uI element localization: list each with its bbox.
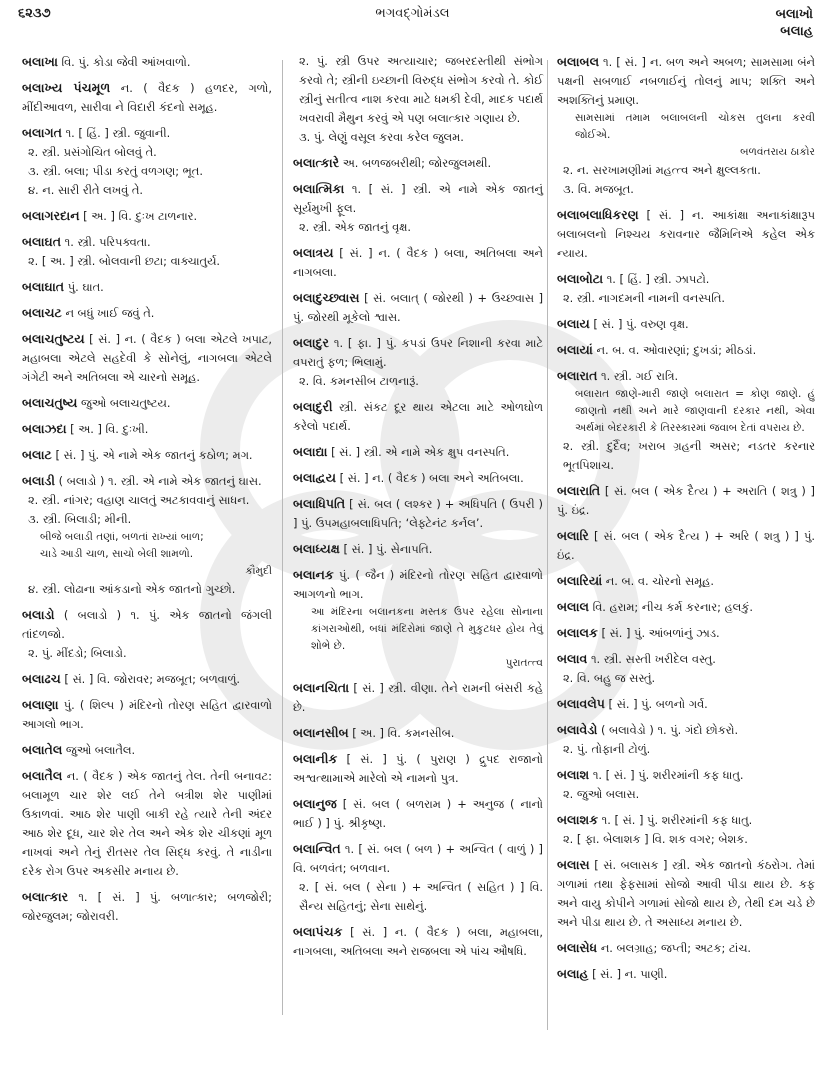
entry-main	[22, 123, 272, 143]
dictionary-entry	[22, 445, 272, 465]
entry-headword: બલાયાં	[557, 342, 593, 357]
entry-main	[557, 855, 815, 932]
entry-headword: બલાધિપતિ	[293, 496, 346, 511]
dictionary-entry	[557, 269, 815, 308]
entry-main	[293, 749, 543, 788]
entry-headword: બલાબલાધિકરણ	[557, 207, 639, 222]
dictionary-entry	[293, 749, 543, 788]
entry-main	[22, 766, 272, 881]
entry-headword: બલાટ	[22, 447, 52, 462]
entry-definition: [ અ. ] વિ. દુઃખી.	[70, 422, 149, 436]
entry-main	[557, 205, 815, 263]
entry-sense: ૨. ન. સરખામણીમાં મહત્ત્વ અને ક્ષુલ્લકતા.	[563, 163, 761, 177]
entry-definition: ૧. [ હિં. ] સ્ત્રી. જુવાની.	[65, 126, 171, 140]
entry-headword: બલાદ્યા	[293, 444, 328, 459]
entry-definition: [ સં. બલ ( એક દૈત્ય ) + અરિ ( શત્રુ ) ] પું. ઇંદ્ર.	[557, 529, 816, 562]
entry-headword: બલાન્વિત	[293, 841, 341, 856]
dictionary-entry	[22, 123, 272, 200]
entry-headword: બલાવલેપ	[557, 696, 605, 711]
entry-definition: [ સં. ] ન. ( વૈદક ) બલા, મહાબલા, નાગબલા, અતિબલા અને રાજબલા એ પાંચ ઔષધિ.	[293, 925, 543, 958]
entry-headword: બલાણા	[22, 697, 59, 712]
dictionary-entry	[557, 694, 815, 714]
entry-quotation: બીજે બલાડી તણાં, બળતાં રાખ્યાં બાળ;	[40, 531, 204, 543]
dictionary-entry	[293, 539, 543, 559]
entry-definition: [ સં. બલ ( એક દૈત્ય ) + અરાતિ ( શત્રુ ) ] પું. ઇંદ્ર.	[557, 484, 816, 517]
entry-headword: બલાનીક	[293, 751, 338, 766]
dictionary-entry	[557, 314, 815, 334]
entry-headword: બલાદુરી	[293, 399, 333, 414]
entry-definition: જુઓ બલાચતુષ્ટય.	[80, 396, 171, 410]
entry-sense: ૨. [ સં. બલ ( સેના ) + અન્વિત ( સહિત ) ] વિ. સૈન્ય સહિતનું; સેના સાથેનું.	[299, 880, 543, 913]
dictionary-entry	[22, 419, 272, 439]
dictionary-entry	[293, 243, 543, 282]
dictionary-entry	[22, 78, 272, 117]
entry-sense: ૨. પું. મીંદડો; બિલાડો.	[28, 646, 127, 660]
entry-definition: સ્ત્રી. સંકટ દૂર થાય એટલા માટે ઓળઘોળ કરેલો પદાર્થ.	[293, 400, 543, 433]
dictionary-entry	[557, 855, 815, 932]
entry-headword: બલાહ	[557, 966, 589, 981]
dictionary-entry	[22, 329, 272, 387]
dictionary-entry	[293, 565, 543, 672]
entry-sense: ૩. સ્ત્રી. બલા; પીડા કરતું વળગણ; ભૂત.	[28, 164, 203, 178]
entry-sense: ૨. સ્ત્રી. નાગદમની નામની વનસ્પતિ.	[563, 291, 726, 305]
entry-headword: બલારિયાં	[557, 573, 603, 588]
dictionary-entry	[557, 649, 815, 688]
dictionary-entry	[557, 765, 815, 804]
entry-sense: ૨. [ અ. ] સ્ત્રી. બોલવાની છટા; વાક્ચાતુર્ય.	[28, 254, 221, 268]
entry-definition: ન. બલગ્રાહ; જપ્તી; અટક; ટાંચ.	[600, 941, 752, 955]
entry-main	[22, 669, 272, 689]
entry-definition: [ અ. ] વિ. કમનસીબ.	[352, 726, 455, 740]
entry-main	[557, 269, 815, 289]
entry-headword: બલાવ	[557, 651, 588, 666]
entry-main	[557, 694, 815, 714]
dictionary-entry	[22, 669, 272, 689]
entry-sense: ૩. વિ. મજબૂત.	[563, 182, 634, 196]
entry-main	[293, 179, 543, 218]
entry-headword: બલાતેલ	[22, 742, 63, 757]
entry-definition: [ સં. ] પું. બળનો ગર્વ.	[608, 697, 708, 711]
entry-definition: [ સં. ] ન. ( વૈદક ) બલા એટલે ખપાટ, મહાબલા એટલે સહદેવી કે સોનેલું, નાગબલા એટલે ગંગેટી અને અતિબલા એ ચારનો સમૂહ.	[22, 332, 272, 384]
dictionary-entry	[557, 720, 815, 759]
entry-main	[293, 243, 543, 282]
entry-definition: ( બલાડો ) ૧. સ્ત્રી. એ નામે એક જાતનું ઘાસ.	[58, 474, 262, 488]
entry-definition: ૧. સ્ત્રી. સસ્તી ખરીદેલ વસ્તુ.	[590, 652, 716, 666]
dictionary-entry	[22, 277, 272, 297]
entry-main	[22, 277, 272, 297]
entry-definition: ન. ( વૈદક ) એક જાતનું તેલ. તેની બનાવટ: બલામૂળ ચાર શેર લઈ તેને બત્રીશ શેર પાણીમાં ઉકાળવાં. આઠ શેર પાણી બાકી રહે ત્યારે તેની અંદર આઠ શેર દૂધ, ચાર શેર તેલ અને એક શેર ચીકણાં મૂળ નાખવાં અને તેનું રીતસર તેલ સિદ્ધ કરવું. તે નાડીના દરેક રોગ ઉપર અકસીર મનાય છે.	[22, 769, 273, 878]
dictionary-entry	[557, 623, 815, 643]
entry-main	[293, 333, 543, 372]
entry-main	[22, 52, 272, 72]
entry-headword: બલાગરદાન	[22, 208, 80, 223]
quotation-source: પુરાતત્ત્વ	[505, 657, 543, 669]
entry-definition: ( બલાવેડો ) ૧. પું. ગંદો છોકરો.	[600, 723, 739, 737]
entry-definition: પું. ઘાત.	[67, 280, 104, 294]
entry-definition: [ સં. ] ન. ( વૈદક ) બલા, અતિબલા અને નાગબલા.	[293, 246, 544, 279]
dictionary-entry	[293, 678, 543, 717]
entry-headword: બલાડો	[22, 607, 55, 622]
entry-headword: બલાનસીબ	[293, 725, 349, 740]
entry-definition: ૧. સ્ત્રી. ગઈ રાત્રિ.	[601, 369, 679, 383]
dictionary-entry	[557, 340, 815, 360]
entry-definition: [ સં. ] પું. એ નામે એક જાતનું કઠોળ; મગ.	[55, 448, 253, 462]
entry-sense: ૨. જુઓ બલાસ.	[563, 787, 640, 801]
entry-main	[557, 526, 815, 565]
entry-main	[557, 623, 815, 643]
dictionary-entry	[293, 794, 543, 833]
entry-main	[22, 740, 272, 760]
entry-headword: બલાશક	[557, 812, 599, 827]
entry-headword: બલાત્કારે	[293, 155, 340, 170]
dictionary-entry	[22, 232, 272, 271]
entry-definition: ૧. [ હિં. ] સ્ત્રી. ઝાપટો.	[606, 272, 710, 286]
entry-definition: [ સં. બલાત્ ( જોરથી ) + ઉચ્છ્વાસ ] પું. જોરથી મૂકેલો શ્વાસ.	[293, 291, 544, 324]
dictionary-entry	[293, 494, 543, 533]
entry-headword: બલાઘાત	[22, 279, 65, 294]
entry-headword: બલાત્રય	[293, 245, 334, 260]
entry-headword: બલાસેધ	[557, 940, 598, 955]
entry-main	[22, 471, 272, 491]
entry-main	[557, 964, 815, 984]
entry-definition: ૧. [ સં. બલ ( બળ ) + અન્વિત ( વાળું ) ] વિ. બળવંત; બળવાન.	[293, 842, 544, 875]
entry-sense: ૨. પું. તોફાની ટોળું.	[563, 742, 651, 756]
entry-headword: બલાચતુષ્ટય	[22, 331, 85, 346]
entry-sense: ૨. સ્ત્રી. પ્રસંગોચિત બોલવું તે.	[28, 145, 157, 159]
entry-definition: ૧. [ સં. ] ન. બળ અને અબળ; સામસામા બંને પક્ષની સબળાઈ નબળાઈનું તોલનું માપ; શક્તિ અને અશક્તિનું પ્રમાણ.	[557, 55, 816, 107]
entry-definition: પું. ( જૈન ) મંદિરનો તોરણ સહિત દ્વારવાળો આગળનો ભાગ.	[293, 568, 543, 601]
entry-sense: ૩. પું. લેણું વસૂલ કરવા કરેલ જુલમ.	[299, 130, 464, 144]
dictionary-entry	[557, 964, 815, 984]
column-3	[557, 52, 815, 990]
entry-main	[557, 765, 815, 785]
page-header	[0, 0, 825, 52]
column-2	[293, 52, 543, 967]
entry-headword: બલાય	[557, 316, 590, 331]
entry-headword: બલાડી	[22, 473, 55, 488]
entry-definition: [ સં. ] પું. ( પુરાણ ) દ્રુપદ રાજાનો અશ્વત્થામાએ મારેલો એ નામનો પુત્ર.	[293, 752, 543, 785]
dictionary-entry	[557, 205, 815, 263]
entry-main	[22, 445, 272, 465]
entry-definition: ન. ( વૈદક ) હળદર, ગળો, મીંદીઆવળ, સારીવા ને વિદારી કંદનો સમૂહ.	[22, 81, 272, 114]
entry-quotation: ચાડે આડી ચાળ, સાચો બેલી શામળો.	[40, 548, 194, 560]
entry-headword: બલાગત	[22, 125, 62, 140]
entry-sense: ૪. ન. સારી રીતે લખવું તે.	[28, 183, 143, 197]
entry-main	[22, 393, 272, 413]
entry-main	[22, 78, 272, 117]
entry-headword: બલાબોટા	[557, 271, 604, 286]
entry-definition: ૧. [ ફા. ] પું. કપડાં ઉપર નિશાની કરવા માટે વપરાતું ફળ; ભિલામું.	[293, 336, 544, 369]
entry-definition: વિ. પું. કોડા જેવી આંખવાળો.	[61, 55, 191, 69]
entry-definition: ૨. પું. સ્ત્રી ઉપર અત્યાચાર; જબરદસ્તીથી સંભોગ કરવો તે; સ્ત્રીની ઇચ્છાની વિરુદ્ધ સંભોગ કરવો તે. કોઈ સ્ત્રીનું સતીત્વ નાશ કરવા માટે ધમકી દેવી, માદક પદાર્થ ખવરાવી મૈથુન કરવું એ પણ બલાત્કાર ગણાય છે.	[299, 54, 543, 125]
dictionary-entry	[557, 366, 815, 475]
entry-headword: બલાખા	[22, 54, 58, 69]
entry-sense: ૨. વિ. બહુ જ સસ્તું.	[563, 671, 656, 685]
dictionary-entry	[557, 526, 815, 565]
dictionary-entry	[22, 605, 272, 663]
entry-definition: [ સં. બલાસક ] સ્ત્રી. એક જાતનો કંઠરોગ. તેમાં ગળામાં તથા ફેફસામાં સોજો આવી પીડા થાય છે. કફ અને વાયુ કોપીને ગળામાં સોજો થાય છે, તેથી દમ ચડે છે અને પીડા થાય છે. તે અસાધ્ય મનાય છે.	[557, 858, 815, 929]
entry-quotation: સામસામાં તમામ બલાબલની ચોકસ તુલના કરવી જોઈએ.	[575, 112, 815, 141]
entry-definition: ન. બ. વ. ઓવારણાં; દુખડાં; મીઠડાં.	[596, 343, 757, 357]
entry-quotation: આ મંદિરના બલાનકના મસ્તક ઉપર રહેલા સોનાના કાંગરાઓથી, બધાં મંદિરોમાં જાણે તે મુકુટધર હોય તેવું શોભે છે.	[311, 606, 543, 652]
entry-headword: બલાદ્વય	[293, 470, 336, 485]
entry-quotation: બલારાત જાણે-મારી જાણે બલારાત = કોણ જાણે. હું જાણતો નથી અને મારે જાણવાની દરકાર નથી, એવા અર્થમાં બેદરકારી કે તિરસ્કારમાં જવાબ દેતાં વપરાય છે.	[575, 388, 815, 434]
entry-main	[557, 52, 815, 110]
entry-main	[22, 232, 272, 252]
entry-headword: બલાનચિતા	[293, 680, 350, 695]
entry-headword: બલારિ	[557, 528, 589, 543]
entry-headword: બલાતૈલ	[22, 768, 63, 783]
entry-definition: [ સં. ] પું. આંબળાંનું ઝાડ.	[601, 626, 720, 640]
entry-main	[557, 340, 815, 360]
entry-headword: બલારાત	[557, 368, 598, 383]
entry-main	[293, 468, 543, 488]
entry-main	[293, 153, 543, 173]
entry-definition: ન બધું ખાઈ જવું તે.	[65, 306, 155, 320]
entry-sense: ૨. [ ફા. બેલાશક ] વિ. શક વગર; બેશક.	[563, 832, 748, 846]
column-divider	[547, 60, 548, 1030]
entry-headword: બલાચતુષ્ય	[22, 395, 78, 410]
entry-definition: [ સં. ] ન. પાણી.	[592, 967, 668, 981]
dictionary-entry	[557, 810, 815, 849]
entry-headword: બલાલ	[557, 599, 590, 614]
entry-sense: ૨. વિ. કમનસીબ ટાળનારૂં.	[299, 374, 419, 388]
entry-definition: [ સં. ] સ્ત્રી. એ નામે એક ક્ષુપ વનસ્પતિ.	[331, 445, 510, 459]
entry-main	[22, 206, 272, 226]
entry-main	[293, 565, 543, 604]
dictionary-entry	[293, 288, 543, 327]
guide-words	[776, 6, 813, 40]
dictionary-entry	[22, 206, 272, 226]
entry-definition: [ સં. ] સ્ત્રી. વીણા. તેને રામની બંસરી કહે છે.	[293, 681, 544, 714]
dictionary-entry	[293, 442, 543, 462]
entry-main	[557, 649, 815, 669]
page-number: ૬૨૩૭	[18, 6, 51, 21]
entry-definition: ૧. [ સં. ] સ્ત્રી. એ નામે એક જાતનું સૂર્યમુખી ફૂલ.	[293, 182, 544, 215]
entry-definition: ૧. [ સં. ] પું. બળાત્કાર; બળજોરી; જોરજુલમ; જોરાવરી.	[22, 890, 272, 923]
entry-definition: વિ. હરામ; નીચ કર્મ કરનાર; હલકું.	[592, 600, 753, 614]
guide-word-last: બલાહ	[780, 24, 813, 39]
entry-main	[557, 314, 815, 334]
entry-definition: [ સં. ] ન. ( વૈદક ) બલા અને અતિબલા.	[339, 471, 524, 485]
entry-sense: ૪. સ્ત્રી. લોઢાના આંકડાનો એક જાતનો ગુચ્છો.	[28, 582, 236, 596]
dictionary-entry	[22, 766, 272, 881]
entry-headword: બલાધ્યક્ષ	[293, 541, 340, 556]
entry-definition: પું. ( શિલ્પ ) મંદિરનો તોરણ સહિત દ્વારવાળો આગલો ભાગ.	[22, 698, 272, 731]
dictionary-entry	[557, 481, 815, 520]
entry-headword: બલાશ	[557, 767, 590, 782]
entry-definition: [ સં. ] વિ. જોરાવર; મજબૂત; બળવાળું.	[64, 672, 241, 686]
entry-main	[22, 303, 272, 323]
column-divider	[282, 60, 283, 1015]
entry-definition: ( બલાડો ) ૧. પું. એક જાતનો જંગલી તાંદળજો.	[22, 608, 272, 641]
entry-definition: ૧. [ સં. ] પું. શરીરમાંની કફ ધાતુ.	[592, 768, 744, 782]
entry-headword: બલાબલ	[557, 54, 600, 69]
dictionary-entry	[293, 922, 543, 961]
entry-main	[293, 442, 543, 462]
entry-headword: બલાત્મિકા	[293, 181, 345, 196]
entry-main	[22, 329, 272, 387]
entry-main	[557, 366, 815, 386]
entry-definition: [ સં. ] પું. વરુણ વૃક્ષ.	[593, 317, 689, 331]
dictionary-entry	[293, 333, 543, 391]
entry-main	[293, 794, 543, 833]
entry-definition: ૧. [ સં. ] પું. શરીરમાંની કફ ધાતુ.	[601, 813, 753, 827]
entry-headword: બલાઘત	[22, 234, 62, 249]
entry-definition: [ સં. બલ ( લશ્કર ) + અધિપતિ ( ઉપરી ) ] પું. ઉપમહાબલાધિપતિ; ‘લેફ્ટેનંટ કર્નલ’.	[293, 497, 544, 530]
dictionary-entry	[293, 723, 543, 743]
column-1	[22, 52, 272, 932]
quotation-source: બળવંતરાય ઠાકોર	[740, 146, 815, 158]
entry-main	[293, 288, 543, 327]
entry-main	[22, 419, 272, 439]
dictionary-entry	[293, 468, 543, 488]
dictionary-entry	[22, 740, 272, 760]
guide-word-first: બલાખો	[775, 7, 813, 22]
entry-headword: બલાદુર	[293, 335, 330, 350]
entry-definition: ન. બ. વ. ચોરનો સમૂહ.	[605, 574, 715, 588]
dictionary-entry	[557, 938, 815, 958]
entry-headword: બલાદુચ્છ્વાસ	[293, 290, 360, 305]
entry-sense: ૨. સ્ત્રી. દુર્દૈવ; ખરાબ ગ્રહની અસર; નડતર કરનાર ભૂતપિશાચ.	[563, 439, 815, 472]
dictionary-entry	[22, 471, 272, 599]
entry-headword: બલાલક	[557, 625, 598, 640]
entry-main	[293, 397, 543, 436]
entry-main	[557, 597, 815, 617]
entry-definition: [ અ. ] વિ. દુઃખ ટાળનાર.	[83, 209, 198, 223]
entry-headword: બલાવેડો	[557, 722, 598, 737]
quotation-source: કૌમુદી	[245, 565, 272, 577]
dictionary-entry	[557, 52, 815, 199]
entry-main	[293, 839, 543, 878]
entry-definition: [ સં. ] પું. સેનાપતિ.	[343, 542, 433, 556]
entry-definition: અ. બળજબરીથી; જોરજુલમથી.	[342, 156, 492, 170]
entry-headword: બલાઝદા	[22, 421, 67, 436]
entry-main	[293, 539, 543, 559]
entry-headword: બલાખ્ય પંચમૂળ	[22, 80, 111, 95]
dictionary-entry	[557, 597, 815, 617]
entry-main	[22, 605, 272, 644]
dictionary-entry	[293, 52, 543, 147]
dictionary-entry	[293, 397, 543, 436]
entry-main	[557, 720, 815, 740]
dictionary-entry	[557, 571, 815, 591]
entry-definition: ૧. સ્ત્રી. પરિપક્વતા.	[64, 235, 151, 249]
entry-sense: ૨. સ્ત્રી. એક જાતનું વૃક્ષ.	[299, 220, 412, 234]
entry-definition: જુઓ બલાતૈલ.	[65, 743, 136, 757]
entry-main	[293, 494, 543, 533]
entry-main	[293, 922, 543, 961]
entry-main	[22, 695, 272, 734]
entry-headword: બલાસ	[557, 857, 590, 872]
running-title: ભગવદ્ગોમંડલ	[375, 6, 450, 21]
entry-headword: બલાનુજ	[293, 796, 337, 811]
dictionary-entry	[22, 887, 272, 926]
entry-headword: બલાત્કાર	[22, 889, 69, 904]
dictionary-entry	[293, 153, 543, 173]
entry-sense: ૩. સ્ત્રી. બિલાડી; મીની.	[28, 512, 132, 526]
entry-main	[293, 723, 543, 743]
entry-headword: બલાનક	[293, 567, 334, 582]
entry-sense: ૨. સ્ત્રી. નાંગર; વહાણ ચાલતું અટકાવવાનું સાધન.	[28, 493, 250, 507]
entry-headword: બલાપંચક	[293, 924, 343, 939]
entry-main	[557, 938, 815, 958]
entry-headword: બલારાતિ	[557, 483, 601, 498]
dictionary-entry	[22, 393, 272, 413]
entry-main	[557, 571, 815, 591]
dictionary-entry	[293, 839, 543, 916]
entry-headword: બલાઢચ	[22, 671, 61, 686]
entry-main	[293, 52, 543, 128]
dictionary-entry	[22, 52, 272, 72]
entry-definition: [ સં. ] ન. આકાંક્ષા અનાકાંક્ષારૂપ બલાબલનો નિશ્ચય કરાવનાર જૈમિનિએ કહેલ એક ન્યાય.	[557, 208, 815, 260]
entry-main	[22, 887, 272, 926]
dictionary-entry	[22, 695, 272, 734]
entry-definition: [ સં. બલ ( બળરામ ) + અનુજ ( નાનો ભાઈ ) ] પું. શ્રીકૃષ્ણ.	[293, 797, 544, 830]
dictionary-entry	[293, 179, 543, 237]
entry-main	[557, 481, 815, 520]
entry-main	[293, 678, 543, 717]
dictionary-entry	[22, 303, 272, 323]
entry-headword: બલાચટ	[22, 305, 62, 320]
entry-main	[557, 810, 815, 830]
